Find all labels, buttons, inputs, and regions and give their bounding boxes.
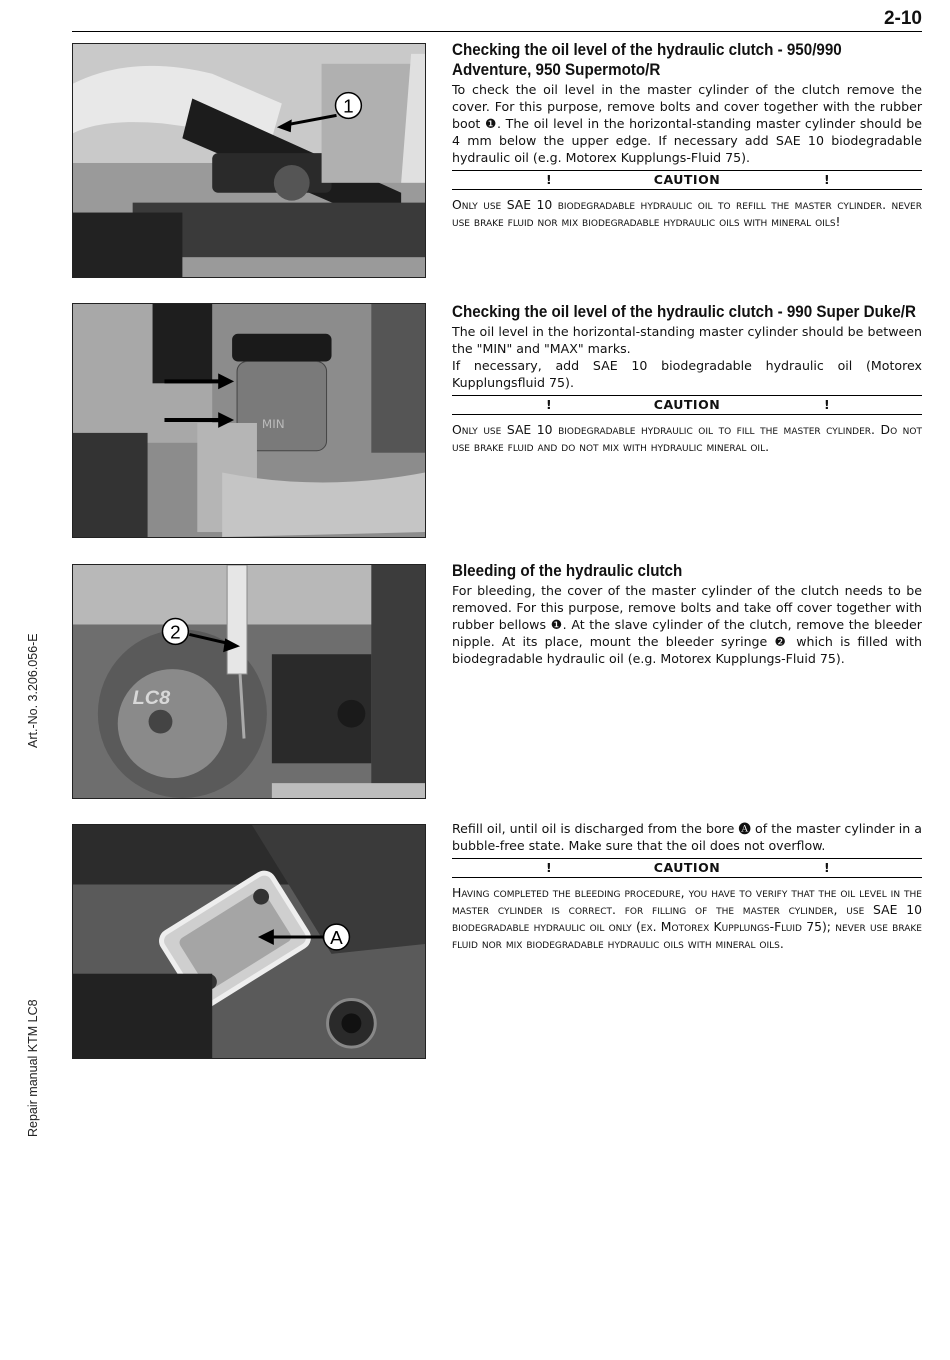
- caution-mark: !: [824, 860, 830, 875]
- caution-label: CAUTION: [653, 860, 721, 875]
- caution-mark: !: [824, 397, 830, 412]
- svg-text:LC8: LC8: [132, 686, 171, 709]
- section-oil-level-super-duke: [452, 302, 922, 455]
- photo-master-cylinder-bore: [72, 824, 426, 1059]
- manual-title: Repair manual KTM LC8: [26, 999, 40, 1137]
- caution-text: Only use SAE 10 biodegradable hydraulic oil to fill the master cylinder. Do not use brake fluid and do not mix with hydraulic mineral oil.: [452, 422, 922, 454]
- caution-mark: !: [546, 860, 552, 875]
- photo-marker-1: 1: [343, 95, 354, 117]
- caution-mark: !: [546, 397, 552, 412]
- caution-label: CAUTION: [653, 397, 721, 412]
- caution-label: CAUTION: [653, 172, 721, 187]
- caution-bar: [452, 170, 922, 190]
- section-body: The oil level in the horizontal-standing master cylinder should be between the "MIN" and "MAX" marks.: [452, 324, 922, 356]
- caution-text: Only use SAE 10 biodegradable hydraulic oil to refill the master cylinder. never use brake fluid nor mix biodegradable hydraulic oils with mineral oils!: [452, 197, 922, 229]
- section-heading: Checking the oil level of the hydraulic clutch - 990 Super Duke/R: [452, 303, 916, 321]
- photo-clutch-master-cylinder-adventure: [72, 43, 426, 278]
- section-body: If necessary, add SAE 10 biodegradable hydraulic oil (Motorex Kupplungsfluid 75).: [452, 358, 922, 390]
- svg-text:MIN: MIN: [261, 416, 285, 431]
- section-refill: [452, 820, 922, 952]
- photo-bleeder-syringe-engine: [72, 564, 426, 799]
- page-number: 2-10: [883, 8, 922, 29]
- section-oil-level-adventure: [452, 40, 922, 230]
- section-body: To check the oil level in the master cylinder of the clutch remove the cover. For this purpose, remove bolts and cover together with the rubber boot ❶. The oil level in the horizontal-standing master cylinder should be 4 mm below the upper edge. If necessary add SAE 10 biodegradable hydraulic oil (e.g. Motorex Kupplungs-Fluid 75).: [452, 82, 922, 165]
- caution-mark: !: [546, 172, 552, 187]
- section-body: Refill oil, until oil is discharged from the bore 🅐 of the master cylinder in a bubble-free state. Make sure that the oil does not overflow.: [452, 821, 922, 853]
- caution-mark: !: [824, 172, 830, 187]
- header-rule: [72, 31, 922, 32]
- photo-marker-2: 2: [170, 621, 181, 643]
- section-heading: Checking the oil level of the hydraulic clutch - 950/990 Adventure, 950 Supermoto/R: [452, 41, 842, 79]
- section-body: For bleeding, the cover of the master cylinder of the clutch needs to be removed. For this purpose, remove bolts and take off cover together with rubber bellows ❶. At the slave cylinder of the clutch, remove the bleeder nipple. At its place, mount the bleeder syringe ❷ which is filled with biodegradable hydraulic oil (e.g. Motorex Kupplungs-Fluid 75).: [452, 583, 922, 666]
- section-bleeding: [452, 561, 922, 667]
- caution-bar: [452, 395, 922, 415]
- section-heading: Bleeding of the hydraulic clutch: [452, 562, 683, 580]
- photo-marker-a: A: [330, 927, 343, 948]
- photo-clutch-reservoir-super-duke: [72, 303, 426, 538]
- caution-text: Having completed the bleeding procedure, you have to verify that the oil level in the master cylinder is correct. for filling of the master cylinder, use SAE 10 biodegradable hydraulic oil only (ex. Motorex Kupplungs-Fluid 75); never use brake fluid nor mix biodegradable hydraulic oils with mineral oils.: [452, 885, 922, 951]
- caution-bar: [452, 858, 922, 878]
- article-number: Art.-No. 3.206.056-E: [26, 633, 40, 748]
